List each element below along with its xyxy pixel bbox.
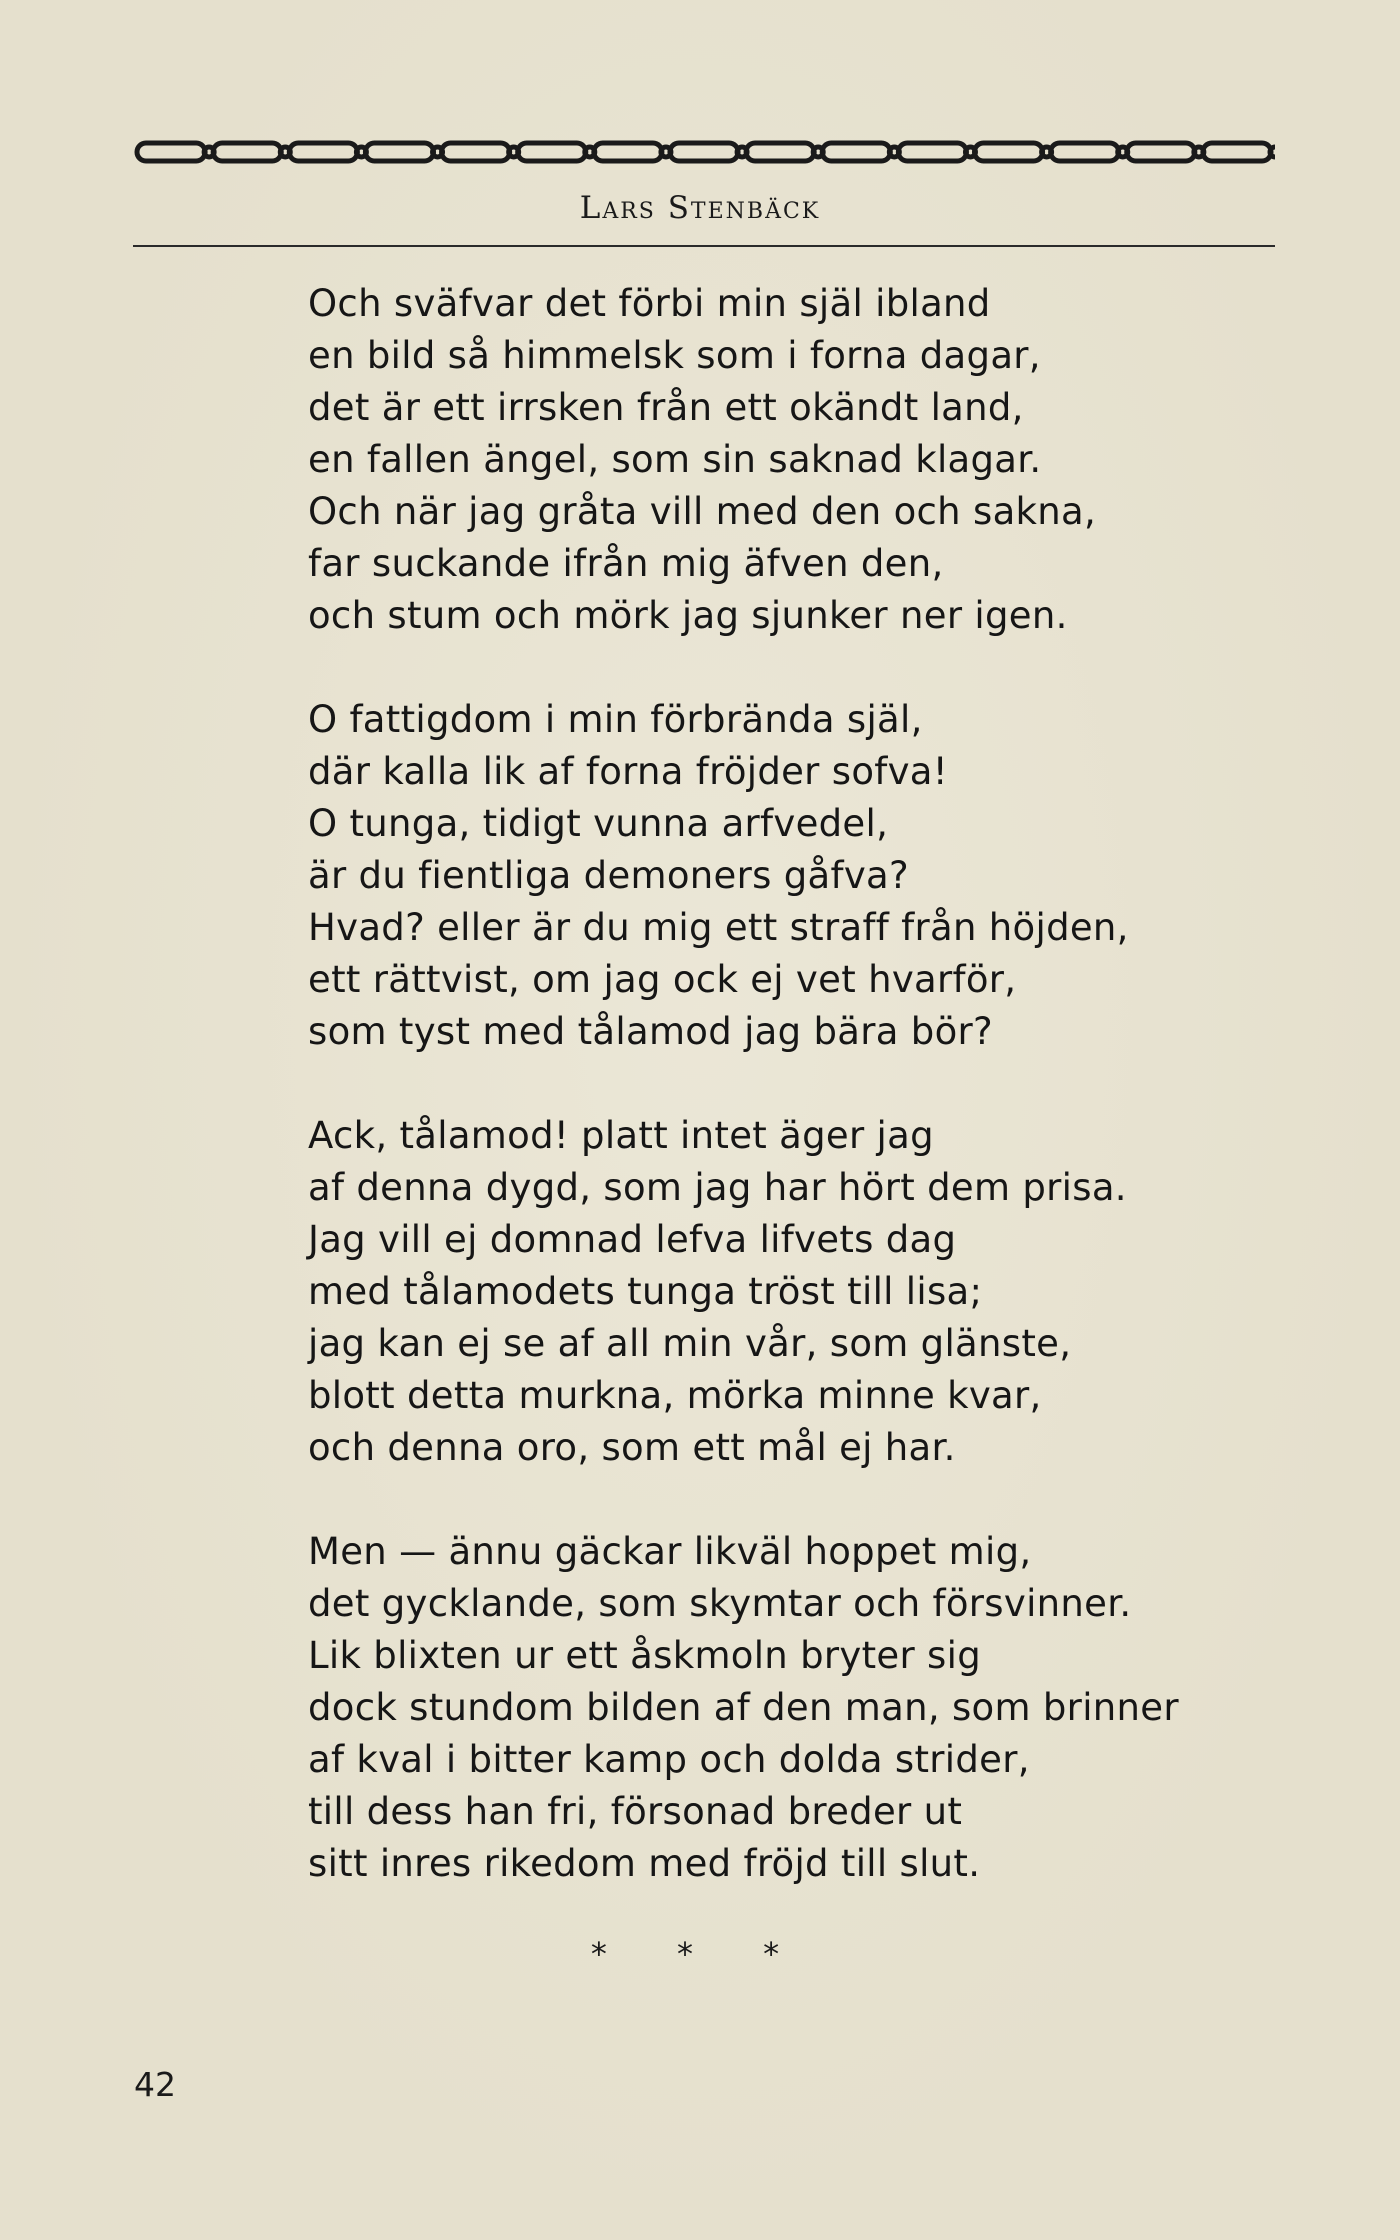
stanza-2 <box>308 694 1268 1058</box>
stanza-4 <box>308 1526 1268 1890</box>
poem-line: är du fientliga demoners gåfva? <box>308 854 909 897</box>
poem-line: och stum och mörk jag sjunker ner igen. <box>308 594 1068 637</box>
poem-line: blott detta murkna, mörka minne kvar, <box>308 1374 1042 1417</box>
stanza-3 <box>308 1110 1268 1474</box>
running-head: Lars Stenbäck <box>579 190 821 226</box>
poem-line: af denna dygd, som jag har hört dem prisa. <box>308 1166 1127 1209</box>
poem-line: O fattigdom i min förbrända själ, <box>308 698 923 741</box>
poem-line: där kalla lik af forna fröjder sofva! <box>308 750 948 793</box>
poem-line: Hvad? eller är du mig ett straff från höjden, <box>308 906 1129 949</box>
poem-line: Lik blixten ur ett åskmoln bryter sig <box>308 1634 981 1677</box>
poem-line: en fallen ängel, som sin saknad klagar. <box>308 438 1042 481</box>
poem-line: Jag vill ej domnad lefva lifvets dag <box>308 1218 957 1261</box>
poem-line: det gycklande, som skymtar och försvinner. <box>308 1582 1132 1625</box>
poem-line: far suckande ifrån mig äfven den, <box>308 542 944 585</box>
poem-line: O tunga, tidigt vunna arfvedel, <box>308 802 889 845</box>
poem-line: som tyst med tålamod jag bära bör? <box>308 1010 993 1053</box>
poem-line: Ack, tålamod! platt intet äger jag <box>308 1114 934 1157</box>
stanza-1 <box>308 278 1268 642</box>
poem-line: det är ett irrsken från ett okändt land, <box>308 386 1024 429</box>
poem-line: ett rättvist, om jag ock ej vet hvarför, <box>308 958 1017 1001</box>
poem-line: jag kan ej se af all min vår, som glänste, <box>308 1322 1072 1365</box>
poem-line: en bild så himmelsk som i forna dagar, <box>308 334 1041 377</box>
poem-body <box>308 278 1268 1942</box>
decorative-chain-border <box>133 137 1275 167</box>
poem-line: till dess han fri, försonad breder ut <box>308 1790 963 1833</box>
section-break-asterisks: * * * <box>590 1935 810 1973</box>
poem-line: sitt inres rikedom med fröjd till slut. <box>308 1842 981 1885</box>
header-rule <box>133 245 1275 247</box>
poem-line: med tålamodets tunga tröst till lisa; <box>308 1270 983 1313</box>
poem-line: och denna oro, som ett mål ej har. <box>308 1426 956 1469</box>
poem-line: Och när jag gråta vill med den och sakna, <box>308 490 1097 533</box>
poem-line: dock stundom bilden af den man, som brinner <box>308 1686 1179 1729</box>
poem-line: af kval i bitter kamp och dolda strider, <box>308 1738 1030 1781</box>
poem-line: Och sväfvar det förbi min själ ibland <box>308 282 991 325</box>
page-number: 42 <box>134 2065 176 2104</box>
poem-line: Men — ännu gäckar likväl hoppet mig, <box>308 1530 1032 1573</box>
